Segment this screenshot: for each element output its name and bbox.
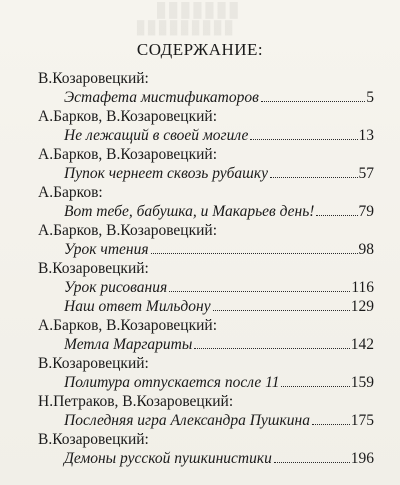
toc-entry-page: 57 (358, 165, 374, 182)
toc-entry-page: 5 (366, 89, 374, 106)
toc-entry (38, 278, 374, 297)
dot-leader (316, 215, 357, 216)
dot-leader (250, 139, 357, 140)
toc-entry-title: Урок чтения (64, 241, 149, 258)
dot-leader (151, 253, 358, 254)
toc-entry-title: Эстафета мистификаторов (64, 89, 259, 106)
toc-entry-title: Вот тебе, бабушка, и Макарьев день! (64, 203, 315, 220)
toc-author: А.Барков: (38, 184, 103, 201)
toc-author: А.Барков, В.Козаровецкий: (38, 108, 218, 125)
toc-entry-title: Политура отпускается после 11 (64, 374, 280, 391)
toc-entry-title: Метла Маргариты (64, 336, 193, 353)
toc-author: А.Барков, В.Козаровецкий: (38, 146, 218, 163)
toc-entry-page: 196 (350, 450, 374, 467)
toc-entry (38, 202, 374, 221)
toc-entry-page: 142 (350, 336, 374, 353)
dot-leader (270, 177, 357, 178)
toc-entry-title: Урок рисования (64, 279, 168, 296)
toc-entry-page: 79 (358, 203, 374, 220)
toc-author: В.Козаровецкий: (38, 431, 149, 448)
dot-leader (274, 462, 350, 463)
toc-author: В.Козаровецкий: (38, 70, 149, 87)
toc-entry (38, 335, 374, 354)
toc-entry (38, 126, 374, 145)
dot-leader (261, 101, 365, 102)
dot-leader (281, 386, 349, 387)
toc-entry (38, 411, 374, 430)
toc-author: В.Козаровецкий: (38, 260, 149, 277)
toc-entry-page: 98 (358, 241, 374, 258)
toc-entry (38, 240, 374, 259)
table-of-contents (38, 69, 374, 468)
toc-entry (38, 449, 374, 468)
toc-author: В.Козаровецкий: (38, 355, 149, 372)
toc-author: А.Барков, В.Козаровецкий: (38, 317, 218, 334)
toc-entry (38, 88, 374, 107)
dot-leader (213, 310, 350, 311)
toc-entry-title: Наш ответ Мильдону (64, 298, 211, 315)
toc-author: Н.Петраков, В.Козаровецкий: (38, 393, 234, 410)
toc-entry (38, 373, 374, 392)
toc-entry-page: 175 (350, 412, 374, 429)
toc-entry-title: Последняя игра Александра Пушкина (64, 412, 310, 429)
show-through-text: ▮▮▮▮▮▮▮ (155, 0, 240, 21)
toc-entry (38, 297, 374, 316)
toc-entry-page: 116 (351, 279, 374, 296)
dot-leader (169, 291, 350, 292)
toc-heading: СОДЕРЖАНИЕ: (136, 40, 264, 59)
toc-entry-title: Не лежащий в своей могиле (64, 127, 249, 144)
toc-entry-page: 129 (350, 298, 374, 315)
toc-entry-title: Пупок чернеет сквозь рубашку (64, 165, 269, 182)
toc-entry (38, 164, 374, 183)
toc-entry-page: 159 (350, 374, 374, 391)
dot-leader (194, 348, 349, 349)
toc-author: А.Барков, В.Козаровецкий: (38, 222, 218, 239)
dot-leader (312, 424, 350, 425)
show-through-text: ▮▮▮▮▮▮▮▮▮ (135, 16, 235, 38)
toc-entry-page: 13 (358, 127, 374, 144)
toc-entry-title: Демоны русской пушкинистики (64, 450, 272, 467)
